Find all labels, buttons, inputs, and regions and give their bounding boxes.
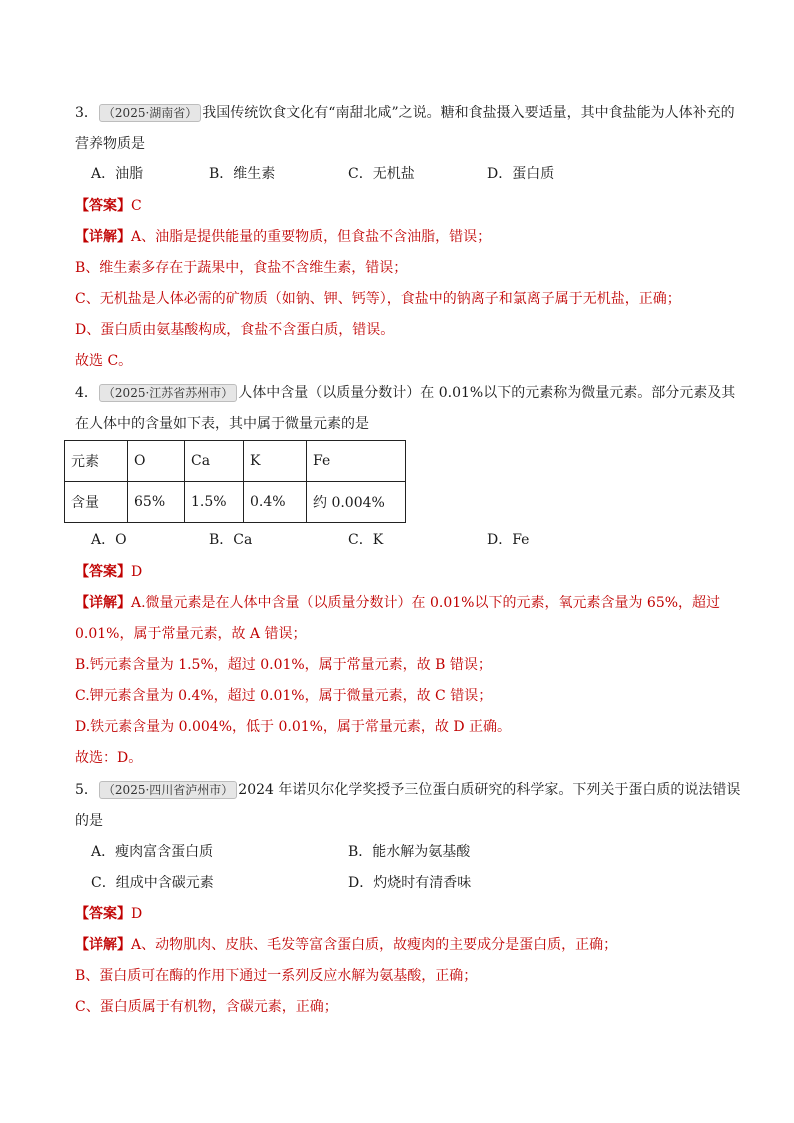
q4-explain-line4: C.钾元素含量为 0.4%，超过 0.01%，属于微量元素，故 C 错误；	[75, 688, 493, 704]
q5-explain-label: 【详解】	[75, 937, 131, 953]
table-cell: 1.5%	[185, 482, 244, 523]
q5-option-a: A．瘦肉富含蛋白质	[91, 844, 214, 860]
q4-explain-line2: 0.01%，属于常量元素，故 A 错误；	[75, 626, 307, 642]
table-cell: Fe	[307, 441, 406, 482]
table-cell: K	[244, 441, 307, 482]
q5-stem-text1: 2024 年诺贝尔化学奖授予三位蛋白质研究的科学家。下列关于蛋白质的说法错误	[238, 782, 741, 798]
q3-stem-line1	[75, 103, 735, 123]
q4-option-d: D．Fe	[487, 532, 530, 548]
q4-source-badge: （2025·江苏省苏州市）	[99, 384, 237, 402]
table-cell: 约 0.004%	[307, 482, 406, 523]
q3-explain-line1: 【详解】A、油脂是提供能量的重要物质，但食盐不含油脂，错误；	[75, 229, 492, 245]
q4-explain-line1: 【详解】A.微量元素是在人体中含量（以质量分数计）在 0.01%以下的元素，氧元素含量为 65%，超过	[75, 595, 721, 611]
table-row	[65, 482, 406, 523]
q3-explain-line5: 故选 C。	[75, 353, 133, 369]
q4-stem-text1: 人体中含量（以质量分数计）在 0.01%以下的元素称为微量元素。部分元素及其	[238, 385, 736, 401]
q5-stem-line1	[75, 780, 740, 800]
q5-explain-line1: 【详解】A、动物肌肉、皮肤、毛发等富含蛋白质，故瘦肉的主要成分是蛋白质，正确；	[75, 937, 618, 953]
q4-stem-line2: 在人体中的含量如下表，其中属于微量元素的是	[75, 416, 369, 432]
element-content-table	[64, 440, 406, 523]
q3-explain-line2: B、维生素多存在于蔬果中，食盐不含维生素，错误；	[75, 260, 408, 276]
table-cell: O	[128, 441, 185, 482]
q3-source-badge: （2025·湖南省）	[99, 104, 201, 122]
q5-number: 5．	[75, 782, 98, 798]
q4-option-b: B．Ca	[209, 532, 253, 548]
table-cell: 元素	[65, 441, 128, 482]
q5-stem-line2: 的是	[75, 813, 103, 829]
q4-option-c: C．K	[348, 532, 384, 548]
q5-explain-line2: B、蛋白质可在酶的作用下通过一系列反应水解为氨基酸，正确；	[75, 968, 478, 984]
q3-option-b: B．维生素	[209, 166, 276, 182]
q4-option-a: A．O	[91, 532, 127, 548]
q5-explain-line3: C、蛋白质属于有机物，含碳元素，正确；	[75, 999, 338, 1015]
q4-explain-line6: 故选：D。	[75, 750, 143, 766]
q5-source-badge: （2025·四川省泸州市）	[99, 781, 237, 799]
q4-answer-label: 【答案】	[75, 564, 131, 580]
table-cell: 含量	[65, 482, 128, 523]
q5-answer-value: D	[131, 906, 143, 922]
q3-option-d: D．蛋白质	[487, 166, 555, 182]
q3-stem-line2: 营养物质是	[75, 136, 145, 152]
q3-explain-line4: D、蛋白质由氨基酸构成，食盐不含蛋白质，错误。	[75, 322, 395, 338]
q5-answer-label: 【答案】	[75, 906, 131, 922]
q3-explain-line3: C、无机盐是人体必需的矿物质（如钠、钾、钙等），食盐中的钠离子和氯离子属于无机盐，正确；	[75, 291, 681, 307]
q3-number: 3．	[75, 105, 98, 121]
q5-option-b: B．能水解为氨基酸	[348, 844, 471, 860]
q4-answer-value: D	[131, 564, 143, 580]
q4-number: 4．	[75, 385, 98, 401]
q4-answer	[75, 562, 142, 582]
q4-stem-line1	[75, 383, 735, 403]
table-cell: 0.4%	[244, 482, 307, 523]
q3-option-a: A．油脂	[91, 166, 144, 182]
q4-explain-line3: B.钙元素含量为 1.5%，超过 0.01%，属于常量元素，故 B 错误；	[75, 657, 492, 673]
q3-answer-value: C	[131, 198, 142, 214]
q3-answer-label: 【答案】	[75, 198, 131, 214]
q3-explain-label: 【详解】	[75, 229, 131, 245]
q5-option-d: D．灼烧时有清香味	[348, 875, 472, 891]
table-cell: 65%	[128, 482, 185, 523]
q3-option-c: C．无机盐	[348, 166, 415, 182]
table-header-row	[65, 441, 406, 482]
q5-answer	[75, 904, 142, 924]
q3-answer	[75, 196, 142, 216]
q4-explain-label: 【详解】	[75, 595, 131, 611]
q5-option-c: C．组成中含碳元素	[91, 875, 214, 891]
q4-explain-line5: D.铁元素含量为 0.004%，低于 0.01%，属于常量元素，故 D 正确。	[75, 719, 512, 735]
table-cell: Ca	[185, 441, 244, 482]
q3-stem-text1: 我国传统饮食文化有“南甜北咸”之说。糖和食盐摄入要适量，其中食盐能为人体补充的	[202, 105, 735, 121]
